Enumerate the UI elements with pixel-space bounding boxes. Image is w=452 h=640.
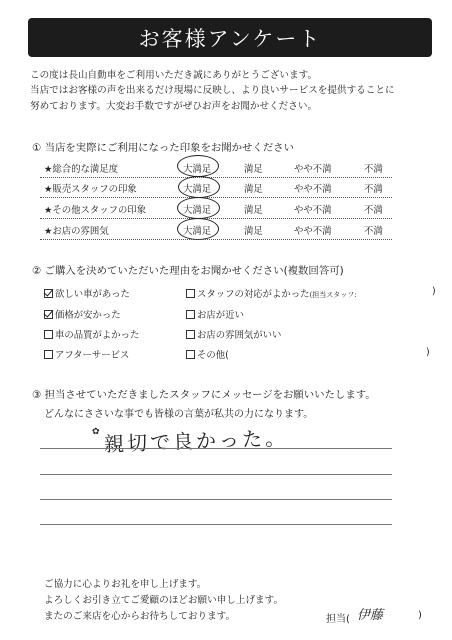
q1-row-label: ★お店の雰囲気 <box>44 226 109 237</box>
divider <box>40 197 392 198</box>
checkbox-checked-icon[interactable] <box>44 310 53 319</box>
staff-name: 伊藤 <box>357 608 384 623</box>
q1-row-label: ★販売スタッフの印象 <box>44 184 137 195</box>
q1-option-satisfied[interactable]: 満足 <box>244 205 263 216</box>
checkbox-item[interactable]: 車の品質がよかった <box>44 327 139 341</box>
handwritten-message[interactable]: 親切で良かった。 <box>103 425 289 457</box>
q1-option-dissatisfied[interactable]: 不満 <box>364 184 383 195</box>
message-line[interactable] <box>40 448 392 449</box>
divider <box>40 239 392 240</box>
footer-line-3: またのご来店を心からお待ちしております。 <box>44 611 236 622</box>
footer-line-1: ご協力に心よりお礼を申し上げます。 <box>44 579 207 590</box>
checkbox-item[interactable]: スタッフの対応がよかった(担当スタッフ: <box>186 286 357 300</box>
q1-option-very-satisfied[interactable]: 大満足 <box>183 164 212 175</box>
selection-circle <box>178 176 220 198</box>
q1-option-dissatisfied[interactable]: 不満 <box>364 226 383 237</box>
staff-close: ) <box>418 610 422 621</box>
selection-circle <box>177 155 219 177</box>
q1-option-slightly-dissatisfied[interactable]: やや不満 <box>294 205 332 216</box>
checkbox-checked-icon[interactable] <box>44 289 53 298</box>
intro-line-2: 当店ではお客様の声を出来るだけ現場に反映し、より良いサービスを提供することに <box>30 85 395 96</box>
checkbox-item[interactable]: お店が近い <box>186 307 244 321</box>
q1-option-slightly-dissatisfied[interactable]: やや不満 <box>294 226 332 237</box>
intro-line-3: 努めております。大変お手数ですがぜひお声をお聞かせください。 <box>30 101 318 112</box>
message-line[interactable] <box>40 499 392 500</box>
selection-circle <box>177 218 219 240</box>
q1-option-satisfied[interactable]: 満足 <box>244 184 263 195</box>
divider <box>40 177 392 178</box>
checkbox-item[interactable]: 欲しい車があった <box>44 286 130 300</box>
q1-row-label: ★その他スタッフの印象 <box>44 205 147 216</box>
selection-circle <box>177 197 220 219</box>
q2-heading: ② ご購入を決めていただいた理由をお聞かせください(複数回答可) <box>32 265 344 277</box>
survey-title: お客様アンケート <box>28 18 432 57</box>
checkbox-item[interactable]: お店の雰囲気がいい <box>186 327 281 341</box>
checkbox-item[interactable]: 価格が安かった <box>44 307 121 321</box>
q1-option-dissatisfied[interactable]: 不満 <box>364 205 383 216</box>
q1-option-slightly-dissatisfied[interactable]: やや不満 <box>294 184 332 195</box>
checkbox-icon[interactable] <box>186 350 195 359</box>
q3-heading: ③ 担当させていただきましたスタッフにメッセージをお願いいたします。 <box>32 389 376 401</box>
q1-option-satisfied[interactable]: 満足 <box>244 226 263 237</box>
q1-row-label: ★総合的な満足度 <box>44 164 119 175</box>
checkbox-icon[interactable] <box>186 310 195 319</box>
staff-label: 担当( <box>326 614 350 625</box>
q1-option-satisfied[interactable]: 満足 <box>244 164 263 175</box>
q1-heading: ① 当店を実際にご利用になった印象をお聞かせください <box>32 142 294 154</box>
checkbox-item[interactable]: アフターサービス <box>44 347 129 361</box>
close-paren: ) <box>426 347 430 358</box>
checkbox-icon[interactable] <box>186 330 195 339</box>
q1-option-dissatisfied[interactable]: 不満 <box>364 164 383 175</box>
divider <box>40 218 392 219</box>
close-paren: ) <box>432 286 436 297</box>
footer-line-2: よろしくお引き立てご愛顧のほどお願い申し上げます。 <box>44 595 284 606</box>
checkbox-icon[interactable] <box>186 289 195 298</box>
q1-option-very-satisfied[interactable]: 大満足 <box>183 226 212 237</box>
intro-line-1: この度は長山自動車をご利用いただき誠にありがとうございます。 <box>30 70 318 81</box>
q1-option-very-satisfied[interactable]: 大満足 <box>183 184 212 195</box>
staff-note: (担当スタッフ: <box>309 291 357 299</box>
q1-option-very-satisfied[interactable]: 大満足 <box>183 205 212 216</box>
checkbox-icon[interactable] <box>44 350 53 359</box>
checkbox-item[interactable]: その他( <box>186 347 229 361</box>
q3-subheading: どんなにささいな事でも皆様の言葉が私共の力になります。 <box>44 409 314 420</box>
checkbox-icon[interactable] <box>44 330 53 339</box>
message-line[interactable] <box>40 524 392 525</box>
flower-doodle-icon: ✿ <box>92 427 100 437</box>
q1-option-slightly-dissatisfied[interactable]: やや不満 <box>294 164 332 175</box>
message-line[interactable] <box>40 474 392 475</box>
